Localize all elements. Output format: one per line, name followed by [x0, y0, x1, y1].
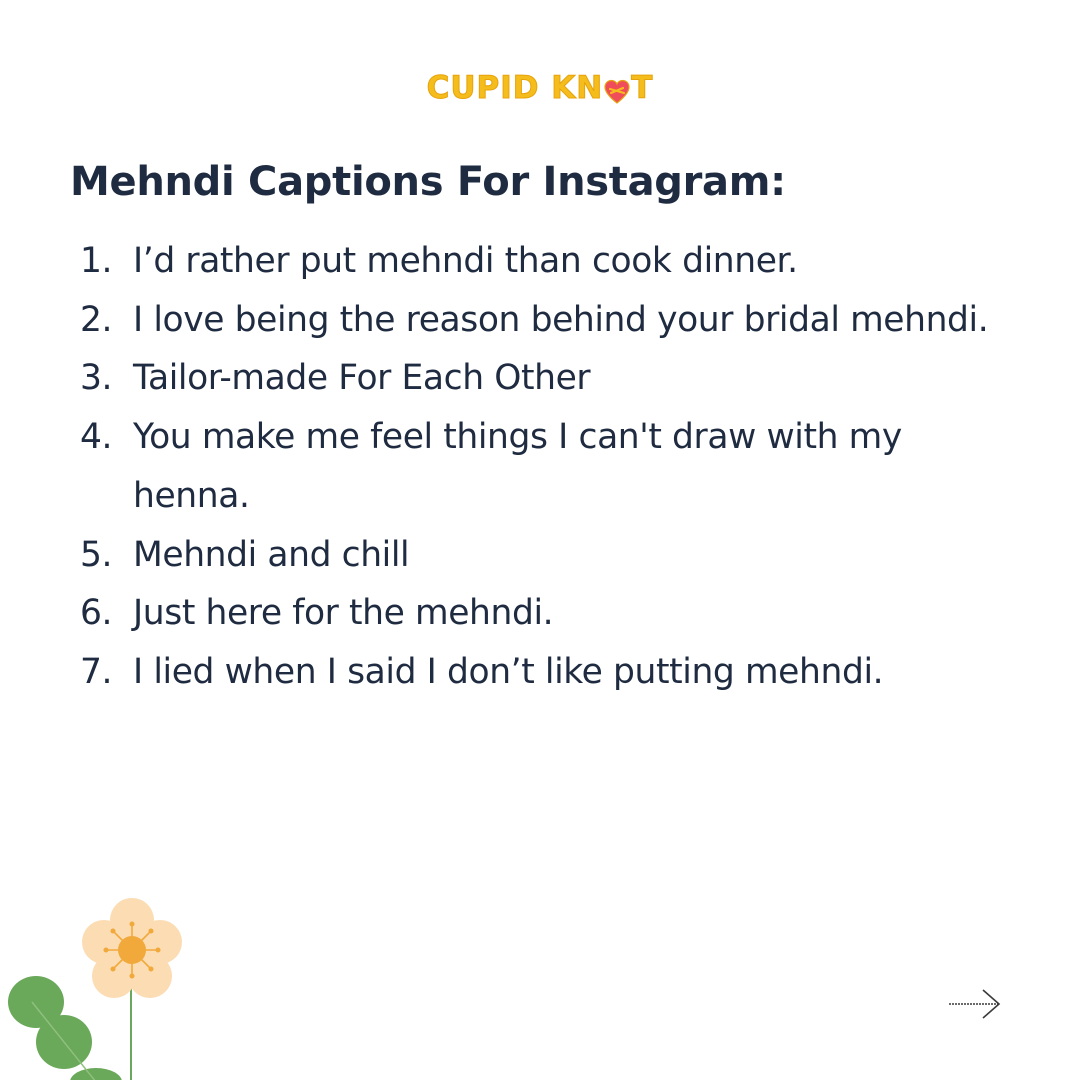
- list-item-text: I’d rather put mehndi than cook dinner.: [133, 241, 798, 281]
- list-item-text: Mehndi and chill: [133, 534, 410, 575]
- list-item: [80, 526, 1020, 585]
- list-item: [80, 232, 1020, 291]
- list-item-text: I lied when I said I don’t like putting mehndi.: [133, 651, 884, 692]
- list-item: [80, 349, 1020, 408]
- list-item-number: 6.: [80, 593, 113, 634]
- brand-name-part1: CUPID KN: [426, 70, 604, 106]
- list-item-text: You make me feel things I can't draw with my henna.: [133, 417, 902, 516]
- leaf-shape: [70, 1068, 122, 1080]
- list-item-number: 3.: [80, 358, 113, 399]
- caption-list: [80, 232, 1020, 702]
- page-title: Mehndi Captions For Instagram:: [70, 159, 786, 205]
- heart-icon: [604, 75, 630, 101]
- arrow-right-icon[interactable]: [945, 984, 1005, 1024]
- list-item-text: Tailor-made For Each Other: [133, 358, 591, 399]
- list-item: [80, 643, 1020, 702]
- list-item-number: 4.: [80, 417, 113, 458]
- list-item-number: 7.: [80, 651, 113, 692]
- brand-logo: [0, 68, 1080, 108]
- list-item-number: 1.: [80, 241, 113, 281]
- list-item: [80, 291, 1020, 350]
- flower-icon: [0, 890, 200, 1080]
- brand-name-part2: T: [631, 70, 654, 106]
- list-item-text: I love being the reason behind your bridal mehndi.: [133, 299, 989, 340]
- list-item-text: Just here for the mehndi.: [133, 593, 554, 634]
- list-item: [80, 584, 1020, 643]
- list-item-number: 5.: [80, 534, 113, 575]
- list-item: [80, 408, 1020, 525]
- list-item-number: 2.: [80, 299, 113, 340]
